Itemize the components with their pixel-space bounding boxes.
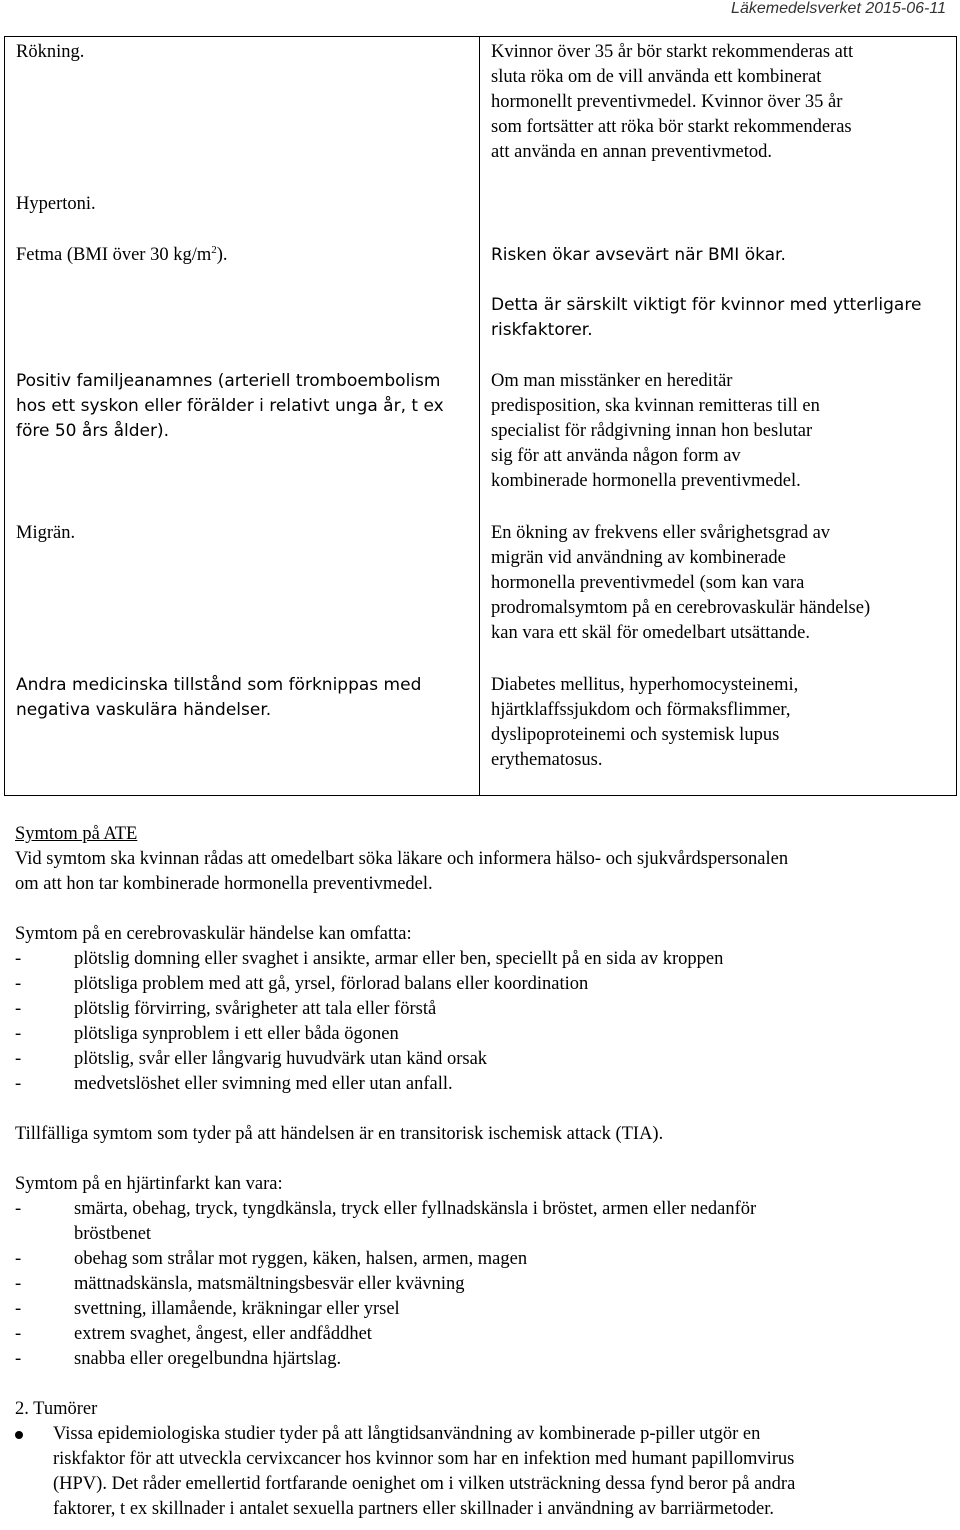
risk-factor-table	[4, 36, 957, 796]
cell-obesity	[16, 243, 228, 268]
list-item-text: bröstbenet	[74, 1224, 152, 1244]
text-line: faktorer, t ex skillnader i antalet sexuella partners eller skillnader i användning av barriärmetoder.	[53, 1499, 774, 1519]
text-line: negativa vaskulära händelser.	[16, 700, 272, 720]
list-item	[15, 1247, 950, 1272]
list-item-text: plötslig förvirring, svårigheter att tala eller förstå	[74, 999, 437, 1019]
text-line: Kvinnor över 35 år bör starkt rekommenderas att	[491, 42, 854, 62]
text-line: Positiv familjeanamnes (arteriell tromboembolism	[16, 371, 441, 391]
list-item-text: plötsliga problem med att gå, yrsel, förlorad balans eller koordination	[74, 974, 589, 994]
list-item	[15, 1197, 950, 1247]
obesity-superscript: 2	[211, 243, 217, 256]
ate-heading: Symtom på ATE	[15, 824, 138, 844]
dash-marker: -	[15, 1024, 22, 1044]
cell-family-history-advice	[491, 369, 820, 494]
cell-obesity-risk: Risken ökar avsevärt när BMI ökar.	[491, 245, 786, 265]
ate-intro-line: om att hon tar kombinerade hormonella preventivmedel.	[15, 874, 433, 894]
text-line: migrän vid användning av kombinerade	[491, 548, 786, 568]
dash-marker: -	[15, 999, 22, 1019]
text-line: (HPV). Det råder emellertid fortfarande oenighet om i vilken utsträckning dessa fynd beror på andra	[53, 1474, 796, 1494]
dash-marker: -	[15, 1074, 22, 1094]
list-item	[15, 1297, 950, 1322]
tia-paragraph: Tillfälliga symtom som tyder på att händelsen är en transitorisk ischemisk attack (TIA).	[15, 1124, 664, 1144]
text-line: hormonellt preventivmedel. Kvinnor över 35 år	[491, 92, 843, 112]
list-item	[15, 1072, 950, 1097]
dash-marker: -	[15, 1274, 22, 1294]
bullet-icon	[15, 1431, 23, 1439]
bullet-paragraph	[15, 1422, 950, 1522]
list-item-text: svettning, illamående, kräkningar eller yrsel	[74, 1299, 400, 1319]
list-item-text: extrem svaghet, ångest, eller andfåddhet	[74, 1324, 372, 1344]
text-line: att använda en annan preventivmetod.	[491, 142, 772, 162]
text-line: Diabetes mellitus, hyperhomocysteinemi,	[491, 675, 799, 695]
obesity-text-end: ).	[216, 245, 228, 265]
text-line: sluta röka om de vill använda ett kombinerat	[491, 67, 822, 87]
list-item	[15, 1047, 950, 1072]
list-item	[15, 1347, 950, 1372]
list-item-text: plötslig domning eller svaghet i ansikte, armar eller ben, speciellt på en sida av kroppen	[74, 949, 724, 969]
cell-migraine: Migrän.	[16, 523, 76, 543]
list-item	[15, 1322, 950, 1347]
list-item-text: snabba eller oregelbundna hjärtslag.	[74, 1349, 342, 1369]
text-line: erythematosus.	[491, 750, 603, 770]
text-line: kombinerade hormonella preventivmedel.	[491, 471, 801, 491]
cell-other-conditions	[16, 673, 421, 723]
list-item-text: plötslig, svår eller långvarig huvudvärk utan känd orsak	[74, 1049, 488, 1069]
cell-migraine-advice	[491, 521, 870, 646]
text-line: Andra medicinska tillstånd som förknippas med	[16, 675, 422, 695]
list-item-text: obehag som strålar mot ryggen, käken, halsen, armen, magen	[74, 1249, 528, 1269]
list-item	[15, 947, 950, 972]
text-line: kan vara ett skäl för omedelbart utsättande.	[491, 623, 810, 643]
list-item	[15, 1022, 950, 1047]
dash-marker: -	[15, 1349, 22, 1369]
dash-marker: -	[15, 949, 22, 969]
dash-marker: -	[15, 1249, 22, 1269]
list-item	[15, 1272, 950, 1297]
text-line: prodromalsymtom på en cerebrovaskulär händelse)	[491, 598, 871, 618]
text-line: predisposition, ska kvinnan remitteras till en	[491, 396, 820, 416]
ate-intro-line: Vid symtom ska kvinnan rådas att omedelbart söka läkare och informera hälso- och sjukvårdspersonalen	[15, 849, 789, 869]
dash-marker: -	[15, 1049, 22, 1069]
list-item	[15, 997, 950, 1022]
dash-marker: -	[15, 1324, 22, 1344]
cell-smoking-advice	[491, 40, 853, 165]
text-line: hos ett syskon eller förälder i relativt unga år, t ex	[16, 396, 444, 416]
text-line: som fortsätter att röka bör starkt rekommenderas	[491, 117, 852, 137]
text-line: hormonella preventivmedel (som kan vara	[491, 573, 805, 593]
text-line: specialist för rådgivning innan hon beslutar	[491, 421, 813, 441]
obesity-text: Fetma (BMI över 30 kg/m	[16, 245, 212, 265]
text-line: riskfaktor för att utveckla cervixcancer hos kvinnor som har en infektion med humant papillomvirus	[53, 1449, 795, 1469]
tumors-heading: 2. Tumörer	[15, 1399, 98, 1419]
document-body	[15, 822, 950, 1522]
list-item	[15, 972, 950, 997]
list-item-text: medvetslöshet eller svimning med eller utan anfall.	[74, 1074, 453, 1094]
text-line: hjärtklaffssjukdom och förmaksflimmer,	[491, 700, 791, 720]
text-line: Vissa epidemiologiska studier tyder på att långtidsanvändning av kombinerade p-piller utgör en	[53, 1424, 761, 1444]
list-item-text: mättnadskänsla, matsmältningsbesvär eller kvävning	[74, 1274, 465, 1294]
text-line: sig för att använda någon form av	[491, 446, 741, 466]
dash-marker: -	[15, 974, 22, 994]
document-header-date: Läkemedelsverket 2015-06-11	[731, 0, 946, 17]
list-item-text: smärta, obehag, tryck, tyngdkänsla, tryck eller fyllnadskänsla i bröstet, armen eller nedanför	[74, 1199, 757, 1219]
dash-marker: -	[15, 1299, 22, 1319]
cerebro-title: Symtom på en cerebrovaskulär händelse kan omfatta:	[15, 924, 412, 944]
cell-family-history	[16, 369, 444, 444]
text-line: riskfaktorer.	[491, 320, 593, 340]
text-line: före 50 års ålder).	[16, 421, 169, 441]
table-column-divider	[479, 37, 480, 795]
text-line: dyslipoproteinemi och systemisk lupus	[491, 725, 780, 745]
cell-obesity-note	[491, 293, 921, 343]
cell-hypertension: Hypertoni.	[16, 194, 96, 214]
dash-marker: -	[15, 1199, 22, 1219]
cell-other-conditions-list	[491, 673, 798, 773]
heart-title: Symtom på en hjärtinfarkt kan vara:	[15, 1174, 283, 1194]
text-line: Om man misstänker en hereditär	[491, 371, 733, 391]
text-line: En ökning av frekvens eller svårighetsgrad av	[491, 523, 831, 543]
text-line: Detta är särskilt viktigt för kvinnor med ytterligare	[491, 295, 922, 315]
cell-smoking: Rökning.	[16, 42, 85, 62]
list-item-text: plötsliga synproblem i ett eller båda ögonen	[74, 1024, 399, 1044]
